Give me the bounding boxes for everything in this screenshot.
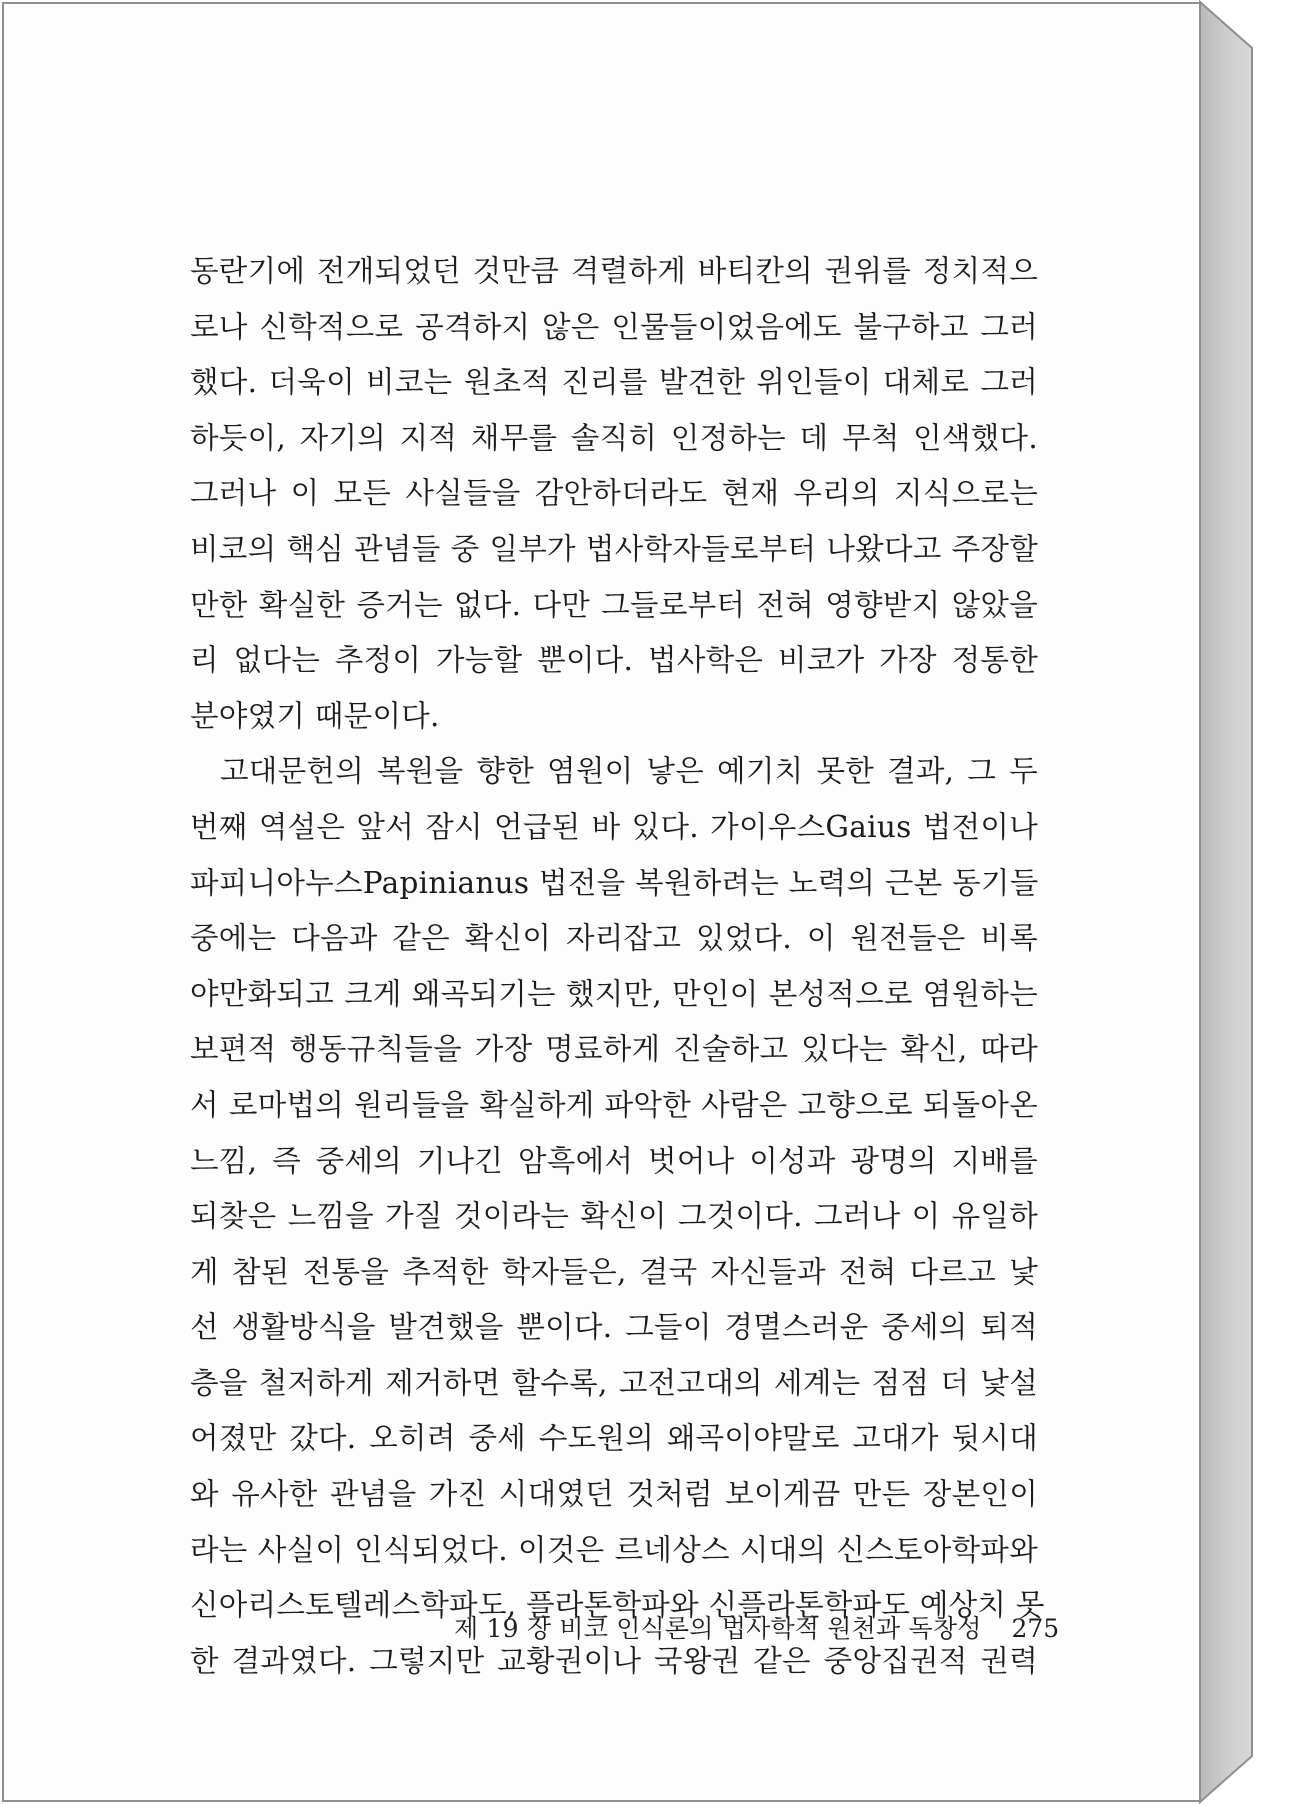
text-line: 중에는 다음과 같은 확신이 자리잡고 있었다. 이 원전들은 비록 xyxy=(190,921,1038,956)
text-line: 라는 사실이 인식되었다. 이것은 르네상스 시대의 신스토아학파와 xyxy=(190,1532,1038,1567)
text-line: 느낌, 즉 중세의 기나긴 암흑에서 벗어나 이성과 광명의 지배를 xyxy=(190,1143,1038,1178)
text-line: 신아리스토텔레스학파도, 플라톤학파와 신플라톤학파도 예상치 못 xyxy=(190,1588,1045,1623)
text-line: 서 로마법의 원리들을 확실하게 파악한 사람은 고향으로 되돌아온 xyxy=(190,1087,1038,1122)
text-line: 로나 신학적으로 공격하지 않은 인물들이었음에도 불구하고 그러 xyxy=(190,309,1038,344)
book-side-edge xyxy=(1200,2,1252,1802)
text-line: 그러나 이 모든 사실들을 감안하더라도 현재 우리의 지식으로는 xyxy=(190,476,1038,511)
text-line: 고대문헌의 복원을 향한 염원이 낳은 예기치 못한 결과, 그 두 xyxy=(220,754,1038,789)
text-line: 번째 역설은 앞서 잠시 언급된 바 있다. 가이우스Gaius 법전이나 xyxy=(190,809,1038,844)
text-line: 하듯이, 자기의 지적 채무를 솔직히 인정하는 데 무척 인색했다. xyxy=(190,420,1038,455)
text-line: 비코의 핵심 관념들 중 일부가 법사학자들로부터 나왔다고 주장할 xyxy=(190,531,1038,566)
text-line: 선 생활방식을 발견했을 뿐이다. 그들이 경멸스러운 중세의 퇴적 xyxy=(190,1310,1038,1345)
text-line: 되찾은 느낌을 가질 것이라는 확신이 그것이다. 그러나 이 유일하 xyxy=(190,1199,1038,1234)
text-line: 분야였기 때문이다. xyxy=(190,698,440,733)
text-line: 어졌만 갔다. 오히려 중세 수도원의 왜곡이야말로 고대가 뒷시대 xyxy=(190,1421,1038,1456)
text-line: 와 유사한 관념을 가진 시대였던 것처럼 보이게끔 만든 장본인이 xyxy=(190,1477,1038,1512)
text-line: 동란기에 전개되었던 것만큼 격렬하게 바티칸의 권위를 정치적으 xyxy=(190,254,1038,288)
text-line: 게 참된 전통을 추적한 학자들은, 결국 자신들과 전혀 다르고 낯 xyxy=(190,1254,1038,1289)
text-line: 보편적 행동규칙들을 가장 명료하게 진술하고 있다는 확신, 따라 xyxy=(190,1032,1038,1067)
page-number: 275 xyxy=(1011,1614,1060,1643)
text-line: 한 결과였다. 그렇지만 교황권이나 국왕권 같은 중앙집권적 권력 xyxy=(190,1643,1038,1678)
running-head: 제 19 장 비코 인식론의 법사학적 원천과 독창성 xyxy=(454,1614,982,1643)
text-line: 야만화되고 크게 왜곡되기는 했지만, 만인이 본성적으로 염원하는 xyxy=(190,976,1038,1011)
text-line: 리 없다는 추정이 가능할 뿐이다. 법사학은 비코가 가장 정통한 xyxy=(190,643,1038,678)
text-line: 했다. 더욱이 비코는 원초적 진리를 발견한 위인들이 대체로 그러 xyxy=(190,365,1038,400)
text-line: 만한 확실한 증거는 없다. 다만 그들로부터 전혀 영향받지 않았을 xyxy=(190,587,1038,622)
text-line: 층을 철저하게 제거하면 할수록, 고전고대의 세계는 점점 더 낯설 xyxy=(190,1365,1038,1400)
text-line: 파피니아누스Papinianus 법전을 복원하려는 노력의 근본 동기들 xyxy=(190,865,1039,900)
